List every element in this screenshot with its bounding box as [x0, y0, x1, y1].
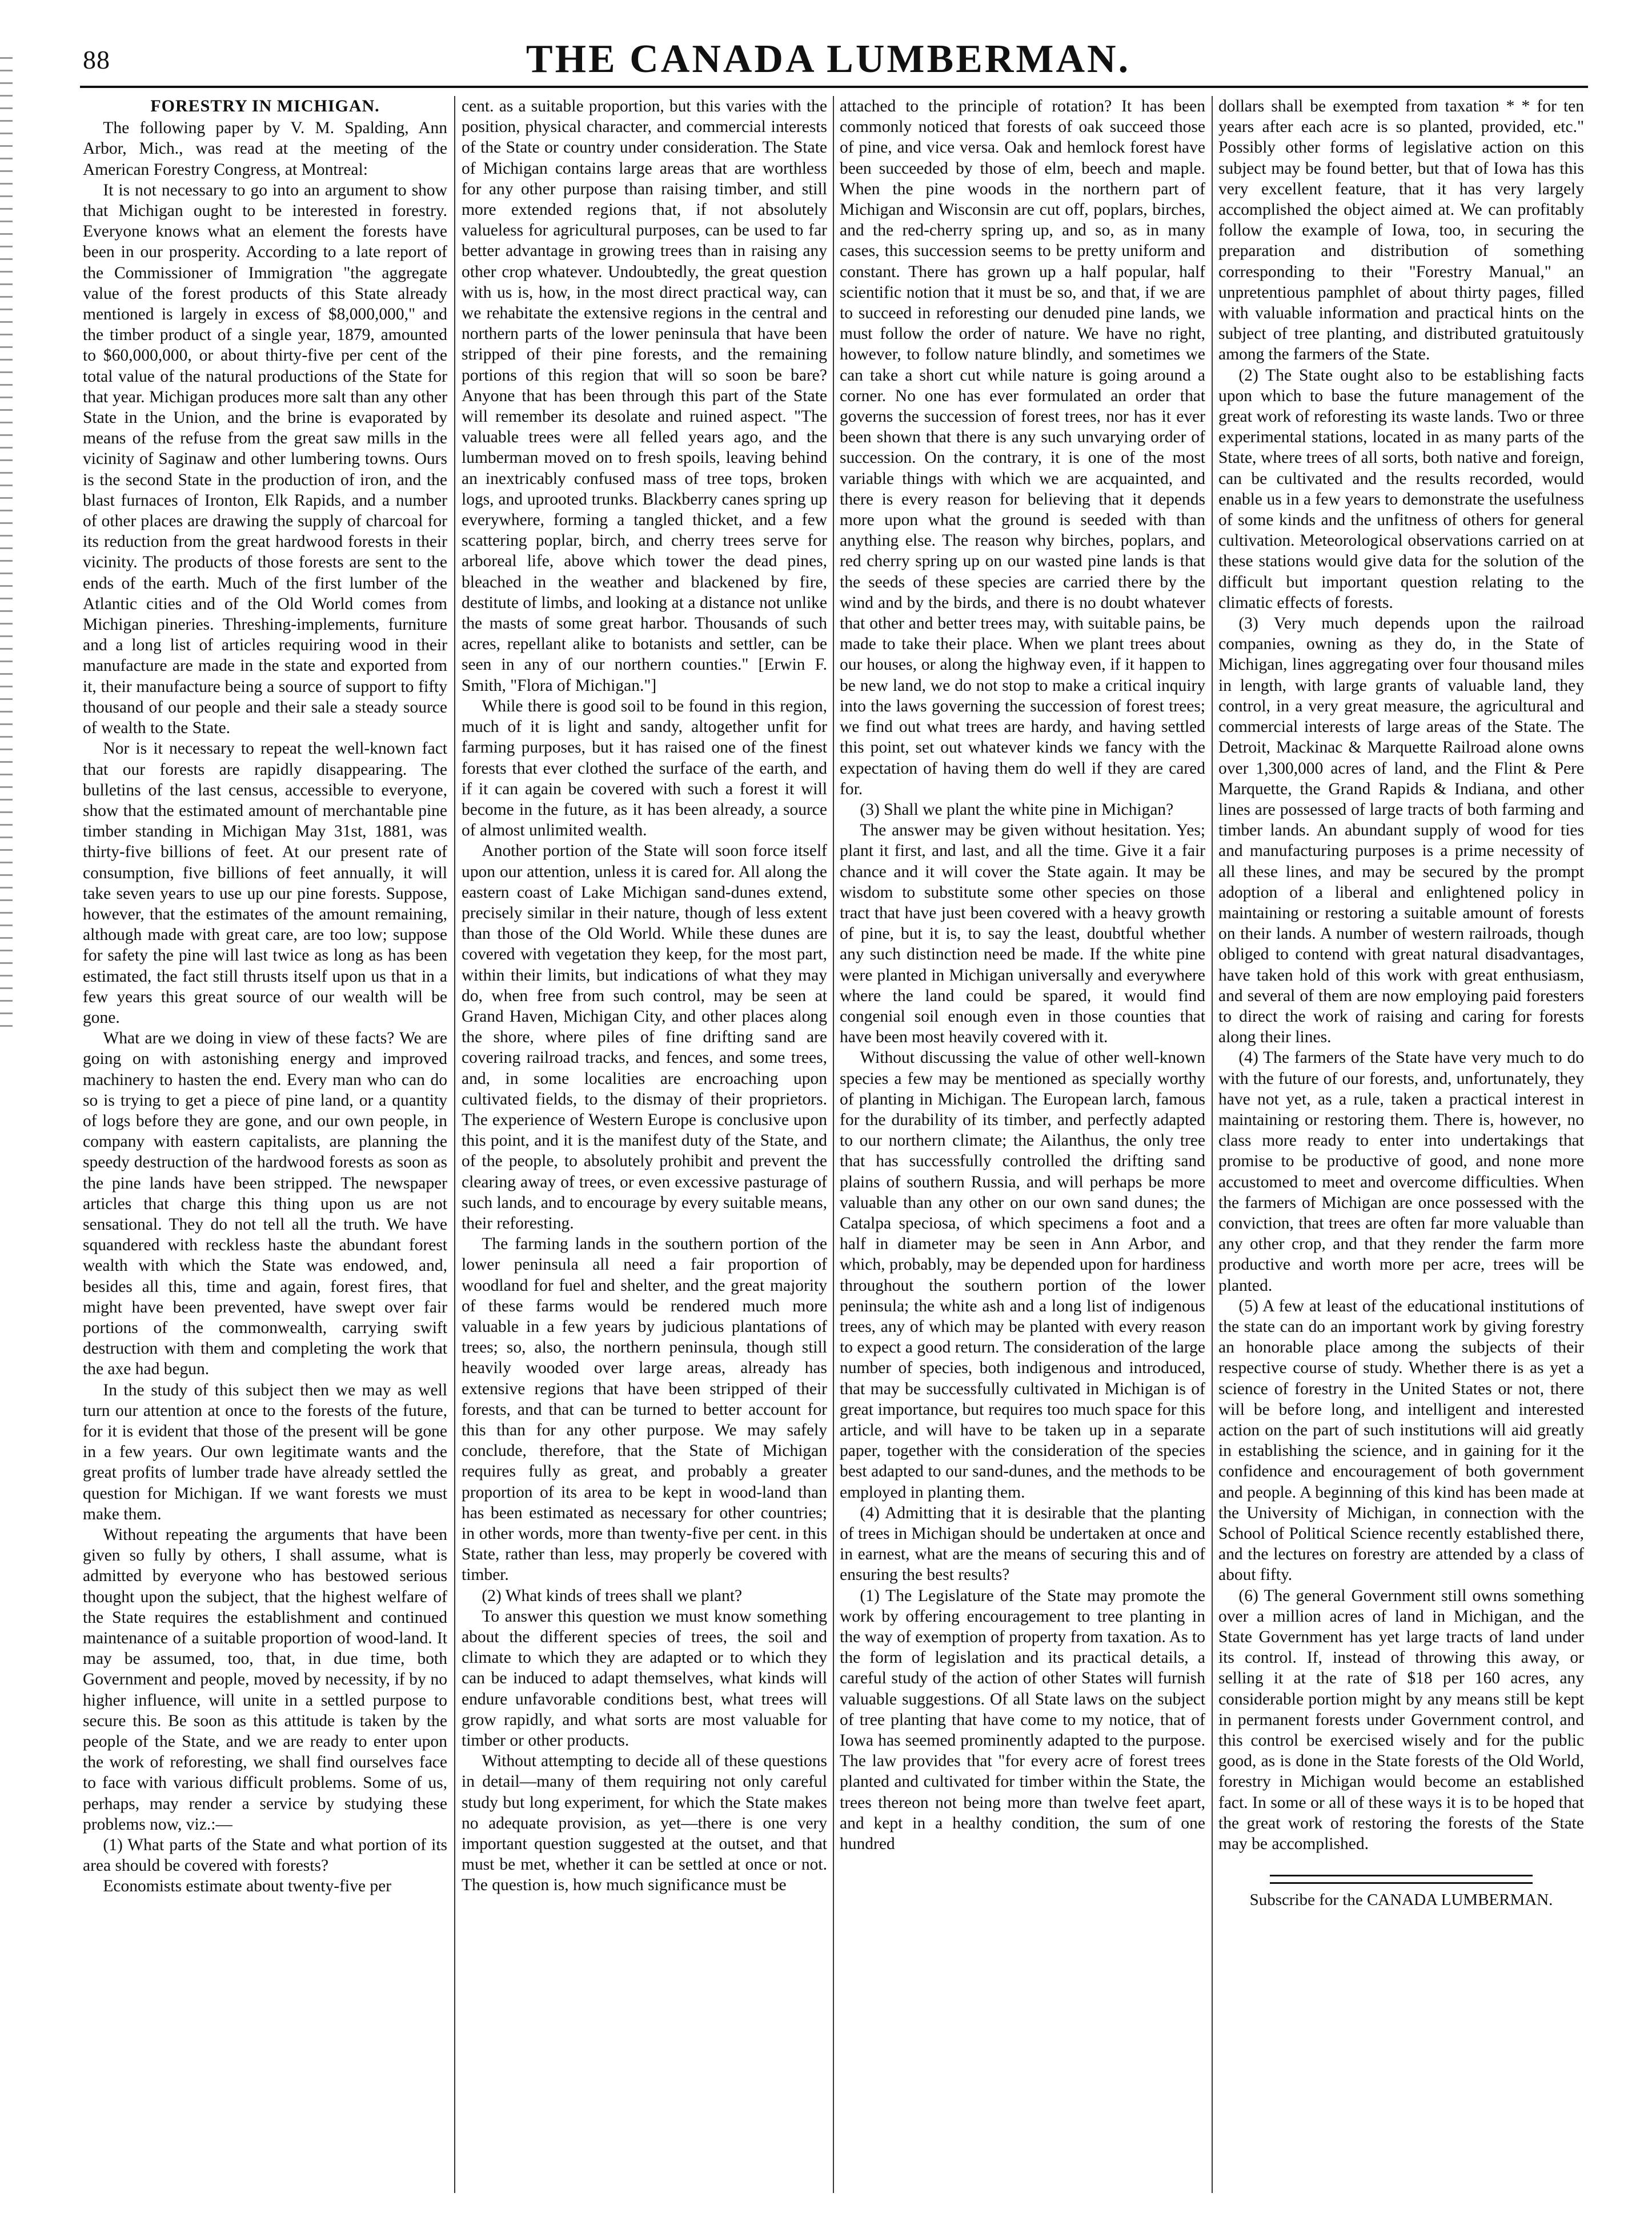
paragraph: Without discussing the value of other well-known species a few may be mentioned as specially worthy of planting in Michigan. The European larch, famous for the durability of its timber, and perfectly adapted to our northern climate; the Ailanthus, the only tree that has successfully controlled the drifting sand plains of southern Russia, and will perhaps be more valuable than any other on our own sand dunes; the Catalpa speciosa, of which specimens a foot and a half in diameter may be seen in Ann Arbor, and which, probably, may be depended upon for hardiness throughout the southern portion of the lower peninsula; the white ash and a long list of indigenous trees, any of which may be planted with every reason to expect a good return. The consideration of the large number of species, both indigenous and introduced, that may be successfully cultivated in Michigan is of great importance, but requires too much space for this article, and will have to be taken up in a separate paper, together with the consideration of the species best adapted to our sand-dunes, and the methods to be employed in planting them. [840, 1049, 1205, 1502]
paragraph: To answer this question we must know something about the different species of trees, the soil and climate to which they are adapted or to which they can be induced to adapt themselves, what kinds will endure unfavorable conditions best, what trees will grow rapidly, and what sorts are most valuable for timber or other products. [462, 1607, 827, 1750]
paragraph: The following paper by V. M. Spalding, Ann Arbor, Mich., was read at the meeting of the American Forestry Congress, at Montreal: [83, 119, 447, 179]
paragraph: (3) Very much depends upon the railroad companies, owning as they do, in the State of Michigan, lines aggregating over four thousand miles in length, with large grants of valuable land, they control, in a very great measure, the agricultural and commercial interests of large areas of the State. The Detroit, Mackinac & Marquette Railroad alone owns over 1,300,000 acres of land, and the Flint & Pere Marquette, the Grand Rapids & Indiana, and other lines are possessed of large tracts of both farming and timber lands. An abundant supply of wood for ties and manufacturing purposes is a prime necessity of all these lines, and may be secured by the prompt adoption of a liberal and enlightened policy in maintaining or restoring a suitable amount of forests on their lands. A number of western railroads, though obliged to contend with great natural disadvantages, have taken hold of this work with great enthusiasm, and several of them are now employing paid foresters to direct the work of raising and caring for forests along their lines. [1218, 614, 1584, 1047]
paragraph: (3) Shall we plant the white pine in Michigan? [860, 800, 1174, 819]
article-column-4 [1218, 96, 1584, 2187]
paragraph: In the study of this subject then we may as well turn our attention at once to the forests of the future, for it is evident that those of the present will be gone in a few years. Our own legitimate wants and the great profits of lumber trade have already settled the question for Michigan. If we want forests we must make them. [83, 1380, 447, 1523]
paragraph: Another portion of the State will soon force itself upon our attention, unless it is cared for. All along the eastern coast of Lake Michigan sand-dunes extend, precisely similar in their nature, though of less extent than those of the Old World. While these dunes are covered with vegetation they keep, for the most part, within their limits, but indications of what they may do, when free from such control, may be seen at Grand Haven, Michigan City, and other places along the shore, where piles of fine drifting sand are covering railroad tracks, and fences, and some trees, and, in some localities are encroaching upon cultivated fields, to the dismay of their proprietors. The experience of Western Europe is conclusive upon this point, and it is the manifest duty of the State, and of the people, to absolutely prohibit and prevent the clearing away of trees, or even excessive pasturage of such lands, and to encourage by every suitable means, their reforesting. [462, 842, 827, 1232]
column-divider [454, 96, 455, 2193]
article-column-2 [462, 96, 827, 2187]
article-title: FORESTRY IN MICHIGAN. [150, 97, 380, 115]
paragraph: (1) What parts of the State and what portion of its area should be covered with forests? [83, 1836, 447, 1875]
paragraph: Nor is it necessary to repeat the well-known fact that our forests are rapidly disappearing. The bulletins of the last census, accessible to everyone, show that the estimated amount of merchantable pine timber standing in Michigan May 31st, 1881, was thirty-five billions of feet. At our present rate of consumption, five billions of feet annually, it will take seven years to use up our pine forests. Suppose, however, that the estimates of the amount remaining, although made with great care, are too low; suppose for safety the pine will last twice as long as has been estimated, the fact still thrusts itself upon us that in a few years this great source of our wealth will be gone. [83, 739, 447, 1027]
paragraph: (2) The State ought also to be establishing facts upon which to base the future management of the great work of reforesting its waste lands. Two or three experimental stations, located in as many parts of the State, where trees of all sorts, both native and foreign, can be cultivated and the results recorded, would enable us in a few years to demonstrate the usefulness of some kinds and the unfitness of others for general cultivation. Meteorological observations carried on at these stations would give data for the solution of the difficult but important question relating to the climatic effects of forests. [1218, 366, 1584, 612]
paragraph: The answer may be given without hesitation. Yes; plant it first, and last, and all the time. Give it a fair chance and it will cover the State again. It may be wisdom to substitute some other species on those tract that have just been covered with a heavy growth of pine, but it is, to say the least, doubtful whether any such distinction need be made. If the white pine were planted in Michigan universally and everywhere where the land could be spared, it would find congenial soil enough even in those counties that have been most heavily covered with it. [840, 821, 1205, 1047]
paragraph: (2) What kinds of trees shall we plant? [482, 1586, 743, 1605]
paragraph: dollars shall be exempted from taxation * * for ten years after each acre is so planted, provided, etc." Possibly other forms of legislative action on this subject may be found better, but that of Iowa has this very excellent feature, that it has very largely accomplished the object aimed at. We can profitably follow the example of Iowa, too, in securing the preparation and distribution of something corresponding to their "Forestry Manual," an unpretentious pamphlet of about thirty pages, filled with valuable information and practical hints on the subject of tree planting, and distributed gratuitously among the farmers of the State. [1218, 97, 1584, 364]
scan-edge-marks [0, 57, 13, 1029]
paragraph: Without attempting to decide all of these questions in detail—many of them requiring not only careful study but long experiment, for which the State makes no adequate provision, as yet—there is one very important question suggested at the outset, and that must be met, whether it can be settled at once or not. The question is, how much significance must be [462, 1752, 827, 1895]
paragraph: It is not necessary to go into an argument to show that Michigan ought to be interested in forestry. Everyone knows what an element the forests have been in our prosperity. According to a late report of the Commissioner of Immigration "the aggregate value of the forest products of this State already mentioned is largely in excess of $8,000,000," and the timber product of a single year, 1879, amounted to $60,000,000, or about thirty-five per cent of the total value of the natural productions of the State for that year. Michigan produces more salt than any other State in the Union, and the brine is evaporated by means of the refuse from the great saw mills in the vicinity of Saginaw and other lumbering towns. Ours is the second State in the production of iron, and the blast furnaces of Ironton, Elk Rapids, and a number of other places are drawing the supply of charcoal for its reduction from the great hardwood forests in their vicinity. The products of those forests are sent to the ends of the earth. Much of the first lumber of the Atlantic cities and of the Old World comes from Michigan pineries. Threshing-implements, furniture and a long list of articles requiring wood in their manufacture are made in the state and exported from it, their manufacture being a source of support to fifty thousand of our people and their sale a steady source of wealth to the State. [83, 181, 447, 738]
header-rule [80, 86, 1588, 88]
article-column-1 [83, 96, 447, 2187]
column-divider [1212, 96, 1213, 2193]
article-column-3 [840, 96, 1205, 2187]
paragraph: Without repeating the arguments that have been given so fully by others, I shall assume, what is admitted by everyone who has bestowed serious thought upon the subject, that the highest welfare of the State requires the establishment and continued maintenance of a suitable proportion of wood-land. It may be assumed, too, that, in due time, both Government and people, moved by necessity, if by no higher influence, will unite in a settled purpose to secure this. Be soon as this attitude is taken by the people of the State, and we are ready to enter upon the work of reforesting, we shall find ourselves face to face with various difficult problems. Some of us, perhaps, may render a service by studying these problems now, viz.:— [83, 1526, 447, 1834]
paragraph: (5) A few at least of the educational institutions of the state can do an important work by giving forestry an honorable place among the subjects of their respective course of study. Whether there is as yet a science of forestry in the United States or not, there will be before long, and intelligent and interested action on the part of such institutions will aid greatly in establishing the science, and in gaining for it the confidence and encouragement of both government and people. A beginning of this kind has been made at the University of Michigan, in connection with the School of Political Science recently established there, and the lectures on forestry are attended by a class of about fifty. [1218, 1296, 1584, 1584]
paragraph: Economists estimate about twenty-five per [103, 1877, 392, 1896]
paragraph: (1) The Legislature of the State may promote the work by offering encouragement to tree planting in the way of exemption of property from taxation. As to the form of legislation and its practical details, a careful study of the action of other States will furnish valuable suggestions. Of all State laws on the subject of tree planting that have come to my notice, that of Iowa has seemed prominently adapted to the purpose. The law provides that "for every acre of forest trees planted and cultivated for timber within the State, the trees thereon not being more than twelve feet apart, and kept in a healthy condition, the sum of one hundred [840, 1586, 1205, 1854]
paragraph: (4) The farmers of the State have very much to do with the future of our forests, and, unfortunately, they have not yet, as a rule, taken a practical interest in maintaining or restoring them. There is, however, no class more ready to enter into undertakings that promise to be productive of good, and none more accustomed to meet and overcome difficulties. When the farmers of Michigan are once possessed with the conviction, that trees are often far more valuable than any other crop, and that they render the farm more productive and worth more per acre, trees will be planted. [1218, 1049, 1584, 1295]
paragraph: What are we doing in view of these facts? We are going on with astonishing energy and improved machinery to hasten the end. Every man who can do so is trying to get a piece of pine land, or a quantity of logs before they are gone, and our own people, in company with eastern capitalists, are planning the speedy destruction of the hardwood forests as soon as the pine lands have been stripped. The newspaper articles that charge this thing upon us are not sensational. They do not tell all the truth. We have squandered with reckless haste the abundant forest wealth with which the State was endowed, and, besides all this, time and again, forest fires, that might have been prevented, have swept over fair portions of the commonwealth, carrying swift destruction with them and completing the work that the axe had begun. [83, 1029, 447, 1379]
paragraph: While there is good soil to be found in this region, much of it is light and sandy, altogether unfit for farming purposes, but it has raised one of the finest forests that ever clothed the surface of the earth, and if it can again be covered with such a forest it will become in the future, as it has been already, a source of almost unlimited wealth. [462, 697, 827, 840]
paragraph: (4) Admitting that it is desirable that the planting of trees in Michigan should be undertaken at once and in earnest, what are the means of securing this and of ensuring the best results? [840, 1503, 1205, 1584]
paragraph: (6) The general Government still owns something over a million acres of land in Michigan, and the State Government has yet large tracts of land under its control. If, instead of throwing this away, or selling it at the rate of $18 per 160 acres, any considerable portion might by any means still be kept in permanent forests under Government control, and this control be exercised wisely and for the public good, as is done in the State forests of the Old World, forestry in Michigan would become an established fact. In some or all of these ways it is to be hoped that the great work of restoring the forests of the State may be accomplished. [1218, 1586, 1584, 1854]
masthead-title: THE CANADA LUMBERMAN. [526, 37, 1131, 81]
subscribe-notice: Subscribe for the CANADA LUMBERMAN. [1249, 1891, 1553, 1910]
paragraph: cent. as a suitable proportion, but this varies with the position, physical character, and commercial interests of the State or country under consideration. The State of Michigan contains large areas that are worthless for any other purpose than raising timber, and still more extended regions that, if not absolutely valueless for agricultural purposes, can be used to far better advantage in growing trees than in raising any other crop whatever. Undoubtedly, the great question with us is, how, in the most direct practical way, can we rehabitate the extensive regions in the central and northern parts of the lower peninsula that have been stripped of their pine forests, and the remaining portions of this region that will so soon be bare? Anyone that has been through this part of the State will remember its desolate and ruined aspect. "The valuable trees were all felled years ago, and the lumberman moved on to fresh spoils, leaving behind an inextricably confused mass of tree tops, broken logs, and uprooted trunks. Blackberry canes spring up everywhere, forming a tangled thicket, and a few scattering poplar, birch, and cherry trees serve for arboreal life, above which tower the dead pines, bleached in the weather and blackened by fire, destitute of limbs, and looking at a distance not unlike the masts of some great harbor. Thousands of such acres, repellant alike to botanists and settler, can be seen in any of our northern counties." [Erwin F. Smith, "Flora of Michigan."] [462, 97, 827, 695]
paragraph: The farming lands in the southern portion of the lower peninsula all need a fair proportion of woodland for fuel and shelter, and the great majority of these farms would be rendered much more valuable in a few years by judicious plantations of trees; so, also, the northern peninsula, though still heavily wooded over large areas, already has extensive regions that have been stripped of their forests, and that can be turned to better account for this than for any other purpose. We may safely conclude, therefore, that the State of Michigan requires fully as great, and probably a greater proportion of its area to be kept in wood-land than has been estimated as necessary for other countries; in other words, more than twenty-five per cent. in this State, rather than less, may properly be covered with timber. [462, 1235, 827, 1584]
article-end-rule [1270, 1875, 1533, 1884]
paragraph: attached to the principle of rotation? It has been commonly noticed that forests of oak succeed those of pine, and vice versa. Oak and hemlock forest have been succeeded by those of elm, beech and maple. When the pine woods in the northern part of Michigan and Wisconsin are cut off, poplars, birches, and the red-cherry spring up, and so, as in many cases, this succession seems to be pretty uniform and constant. There has grown up a half popular, half scientific notion that it must be so, and that, if we are to succeed in reforesting our denuded pine lands, we must follow the order of nature. We have no right, however, to follow nature blindly, and sometimes we can take a short cut while nature is going around a corner. No one has ever formulated an order that governs the succession of forest trees, nor has it ever been shown that there is any such unvarying order of succession. On the contrary, it is one of the most variable things with which we are acquainted, and there is every reason for believing that it depends more upon what the ground is seeded with than anything else. The reason why birches, poplars, and red cherry spring up on our wasted pine lands is that the seeds of these species are carried there by the wind and by the birds, and there is no doubt whatever that other and better trees may, with suitable pains, be made to take their place. When we plant trees about our houses, or along the highway even, if it happen to be new land, we do not stop to make a critical inquiry into the laws governing the succession of forest trees; we find out what trees are hardy, and having settled this point, set out whatever kinds we fancy with the expectation of having them do well if they are cared for. [840, 97, 1205, 798]
page-number: 88 [83, 45, 110, 74]
column-divider [833, 96, 834, 2193]
